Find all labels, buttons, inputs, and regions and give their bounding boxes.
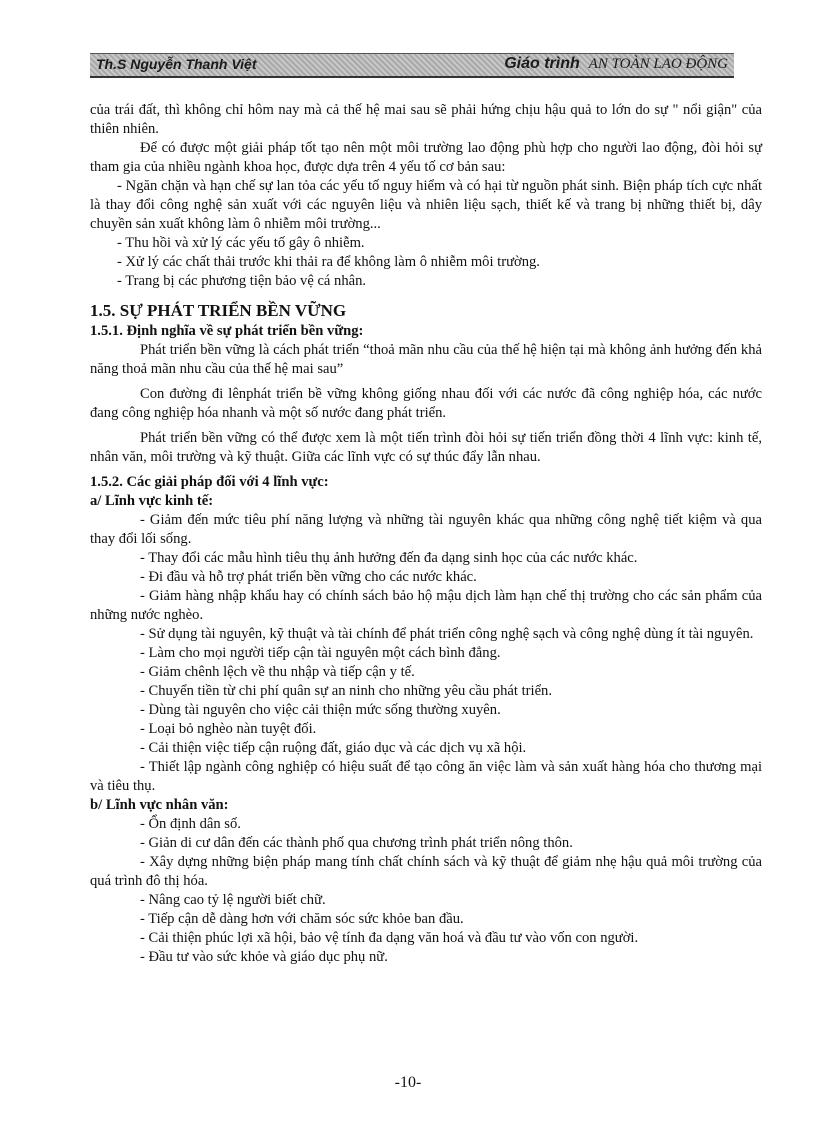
- list-item: - Sử dụng tài nguyên, kỹ thuật và tài chính để phát triển công nghệ sạch và công nghệ dùng ít tài nguyên.: [140, 626, 754, 642]
- header-author: Th.S Nguyễn Thanh Việt: [96, 56, 257, 72]
- subsection-heading: 1.5.1. Định nghĩa về sự phát triển bền vững:: [90, 323, 364, 339]
- page-header: [90, 53, 734, 78]
- paragraph: Để có được một giải pháp tốt tạo nên một môi trường lao động phù hợp cho người lao động, đòi hỏi sự tham gia của nhiều ngành khoa học, được dựa trên 4 yếu tố cơ bản sau:: [90, 140, 762, 175]
- list-item: - Loại bỏ nghèo nàn tuyệt đối.: [140, 721, 317, 737]
- list-item: - Thu hồi và xử lý các yếu tố gây ô nhiễm.: [117, 235, 365, 251]
- list-item: - Ổn định dân số.: [140, 816, 241, 832]
- section-heading: 1.5. SỰ PHÁT TRIỂN BỀN VỮNG: [90, 301, 347, 320]
- list-item: - Xử lý các chất thải trước khi thải ra để không làm ô nhiễm môi trường.: [117, 254, 540, 270]
- list-item: - Đầu tư vào sức khỏe và giáo dục phụ nữ.: [140, 949, 388, 965]
- list-item: - Ngăn chặn và hạn chế sự lan tỏa các yếu tố nguy hiểm và có hại từ nguồn phát sinh. Biện pháp tích cực nhất là thay đổi công nghệ sản xuất với các nguyên liệu và nhiên liệu sạch, thiết kế và trang bị những thiết bị, dây chuyền sản xuất không làm ô nhiễm môi trường...: [90, 178, 762, 232]
- list-item: - Cải thiện việc tiếp cận ruộng đất, giáo dục và các dịch vụ xã hội.: [140, 740, 527, 756]
- page-number: -10-: [394, 1074, 422, 1091]
- list-item: - Chuyển tiền từ chi phí quân sự an ninh cho những yêu cầu phát triển.: [140, 683, 552, 699]
- header-book-subject: AN TOÀN LAO ĐỘNG: [588, 56, 728, 72]
- paragraph: Phát triển bền vững là cách phát triển “thoả mãn nhu cầu của thế hệ hiện tại mà không ảnh hưởng đến khả năng thoả mãn nhu cầu của thế hệ mai sau”: [90, 342, 762, 377]
- paragraph: của trái đất, thì không chỉ hôm nay mà cả thế hệ mai sau sẽ phải hứng chịu hậu quả to lớn do sự " nổi giận" của thiên nhiên.: [90, 102, 762, 137]
- header-book-title: [504, 55, 728, 73]
- list-item: - Trang bị các phương tiện bảo vệ cá nhân.: [117, 273, 367, 289]
- list-item: - Làm cho mọi người tiếp cận tài nguyên một cách bình đẳng.: [140, 645, 501, 661]
- list-item: - Thiết lập ngành công nghiệp có hiệu suất để tạo công ăn việc làm và sản xuất hàng hóa cho thương mại và tiêu thụ.: [90, 759, 762, 794]
- list-item: - Cải thiện phúc lợi xã hội, bảo vệ tính đa dạng văn hoá và đầu tư vào vốn con người.: [140, 930, 639, 946]
- list-item: - Dùng tài nguyên cho việc cải thiện mức sống thường xuyên.: [140, 702, 501, 718]
- category-heading: a/ Lĩnh vực kinh tế:: [90, 493, 214, 509]
- subsection-heading: 1.5.2. Các giải pháp đối với 4 lĩnh vực:: [90, 474, 329, 490]
- category-heading: b/ Lĩnh vực nhân văn:: [90, 797, 229, 813]
- page-content: [90, 101, 762, 967]
- list-item: - Tiếp cận dễ dàng hơn với chăm sóc sức khỏe ban đầu.: [140, 911, 464, 927]
- header-book-label: Giáo trình: [504, 55, 580, 72]
- list-item: - Giảm chênh lệch về thu nhập và tiếp cận y tế.: [140, 664, 415, 680]
- list-item: - Xây dựng những biện pháp mang tính chất chính sách và kỹ thuật để giảm nhẹ hậu quả môi trường của quá trình đô thị hóa.: [90, 854, 762, 889]
- list-item: - Giảm đến mức tiêu phí năng lượng và những tài nguyên khác qua những công nghệ tiết kiệm và qua thay đổi lối sống.: [90, 512, 762, 547]
- paragraph: Phát triển bền vững có thể được xem là một tiến trình đòi hỏi sự tiến triển đồng thời 4 lĩnh vực: kinh tế, nhân văn, môi trường và kỹ thuật. Giữa các lĩnh vực có sự thúc đẩy lẫn nhau.: [90, 430, 762, 465]
- list-item: - Thay đổi các mẫu hình tiêu thụ ảnh hưởng đến đa dạng sinh học của các nước khác.: [140, 550, 638, 566]
- list-item: - Giảm hàng nhập khẩu hay có chính sách bảo hộ mậu dịch làm hạn chế thị trường cho các sản phẩm của những nước nghèo.: [90, 588, 762, 623]
- list-item: - Đi đầu và hỗ trợ phát triển bền vững cho các nước khác.: [140, 569, 477, 585]
- list-item: - Nâng cao tỷ lệ người biết chữ.: [140, 892, 326, 908]
- paragraph: Con đường đi lênphát triển bề vững không giống nhau đối với các nước đã công nghiệp hóa, các nước đang công nghiệp hóa nhanh và một số nước đang phát triển.: [90, 386, 762, 421]
- list-item: - Giản di cư dân đến các thành phố qua chương trình phát triển nông thôn.: [140, 835, 573, 851]
